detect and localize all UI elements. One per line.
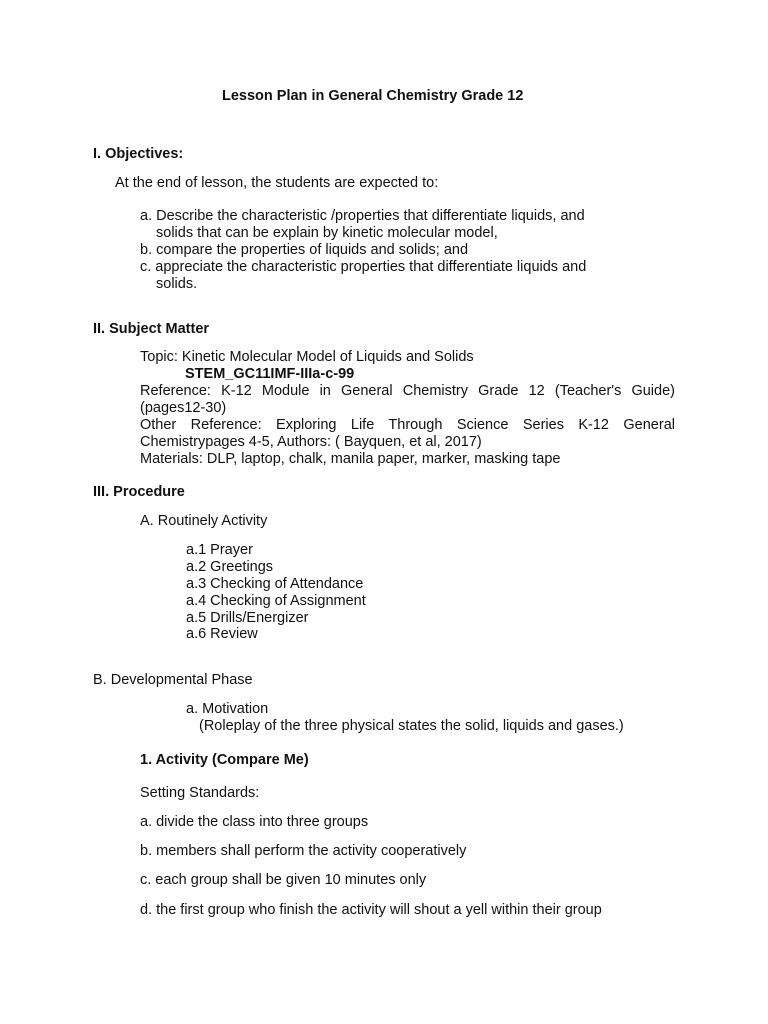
objective-line: c. appreciate the characteristic properties that differentiate liquids and — [140, 259, 587, 275]
other-reference-line: Other Reference: Exploring Life Through Science Series K-12 General — [140, 417, 675, 433]
standard-item: c. each group shall be given 10 minutes only — [140, 872, 427, 888]
objective-line: solids. — [156, 276, 198, 292]
other-reference-authors: Chemistrypages 4-5, Authors: ( Bayquen, et al, 2017) — [140, 434, 482, 450]
developmental-heading: B. Developmental Phase — [93, 672, 253, 688]
objectives-intro: At the end of lesson, the students are expected to: — [115, 175, 439, 191]
standard-item: d. the first group who finish the activity will shout a yell within their group — [140, 902, 602, 918]
competency-code: STEM_GC11IMF-IIIa-c-99 — [185, 366, 355, 382]
reference-line: Reference: K-12 Module in General Chemistry Grade 12 (Teacher's Guide) — [140, 383, 675, 399]
objective-line: a. Describe the characteristic /properties that differentiate liquids, and — [140, 208, 585, 224]
routine-item: a.5 Drills/Energizer — [186, 610, 309, 626]
procedure-heading: III. Procedure — [93, 484, 185, 500]
reference-pages: (pages12-30) — [140, 400, 227, 416]
topic-line: Topic: Kinetic Molecular Model of Liquids and Solids — [140, 349, 474, 365]
routine-item: a.1 Prayer — [186, 542, 253, 558]
routine-item: a.2 Greetings — [186, 559, 274, 575]
objective-line: b. compare the properties of liquids and solids; and — [140, 242, 469, 258]
routine-item: a.3 Checking of Attendance — [186, 576, 364, 592]
page-title: Lesson Plan in General Chemistry Grade 12 — [222, 88, 524, 104]
objectives-heading: I. Objectives: — [93, 146, 184, 162]
routine-heading: A. Routinely Activity — [140, 513, 268, 529]
motivation-note: (Roleplay of the three physical states the solid, liquids and gases.) — [199, 718, 624, 734]
standard-item: a. divide the class into three groups — [140, 814, 369, 830]
materials-line: Materials: DLP, laptop, chalk, manila paper, marker, masking tape — [140, 451, 561, 467]
objective-line: solids that can be explain by kinetic molecular model, — [156, 225, 498, 241]
setting-standards-label: Setting Standards: — [140, 785, 260, 801]
motivation-label: a. Motivation — [186, 701, 269, 717]
activity-heading: 1. Activity (Compare Me) — [140, 752, 309, 768]
standard-item: b. members shall perform the activity cooperatively — [140, 843, 467, 859]
routine-item: a.6 Review — [186, 626, 258, 642]
subject-matter-heading: II. Subject Matter — [93, 321, 210, 337]
routine-item: a.4 Checking of Assignment — [186, 593, 366, 609]
